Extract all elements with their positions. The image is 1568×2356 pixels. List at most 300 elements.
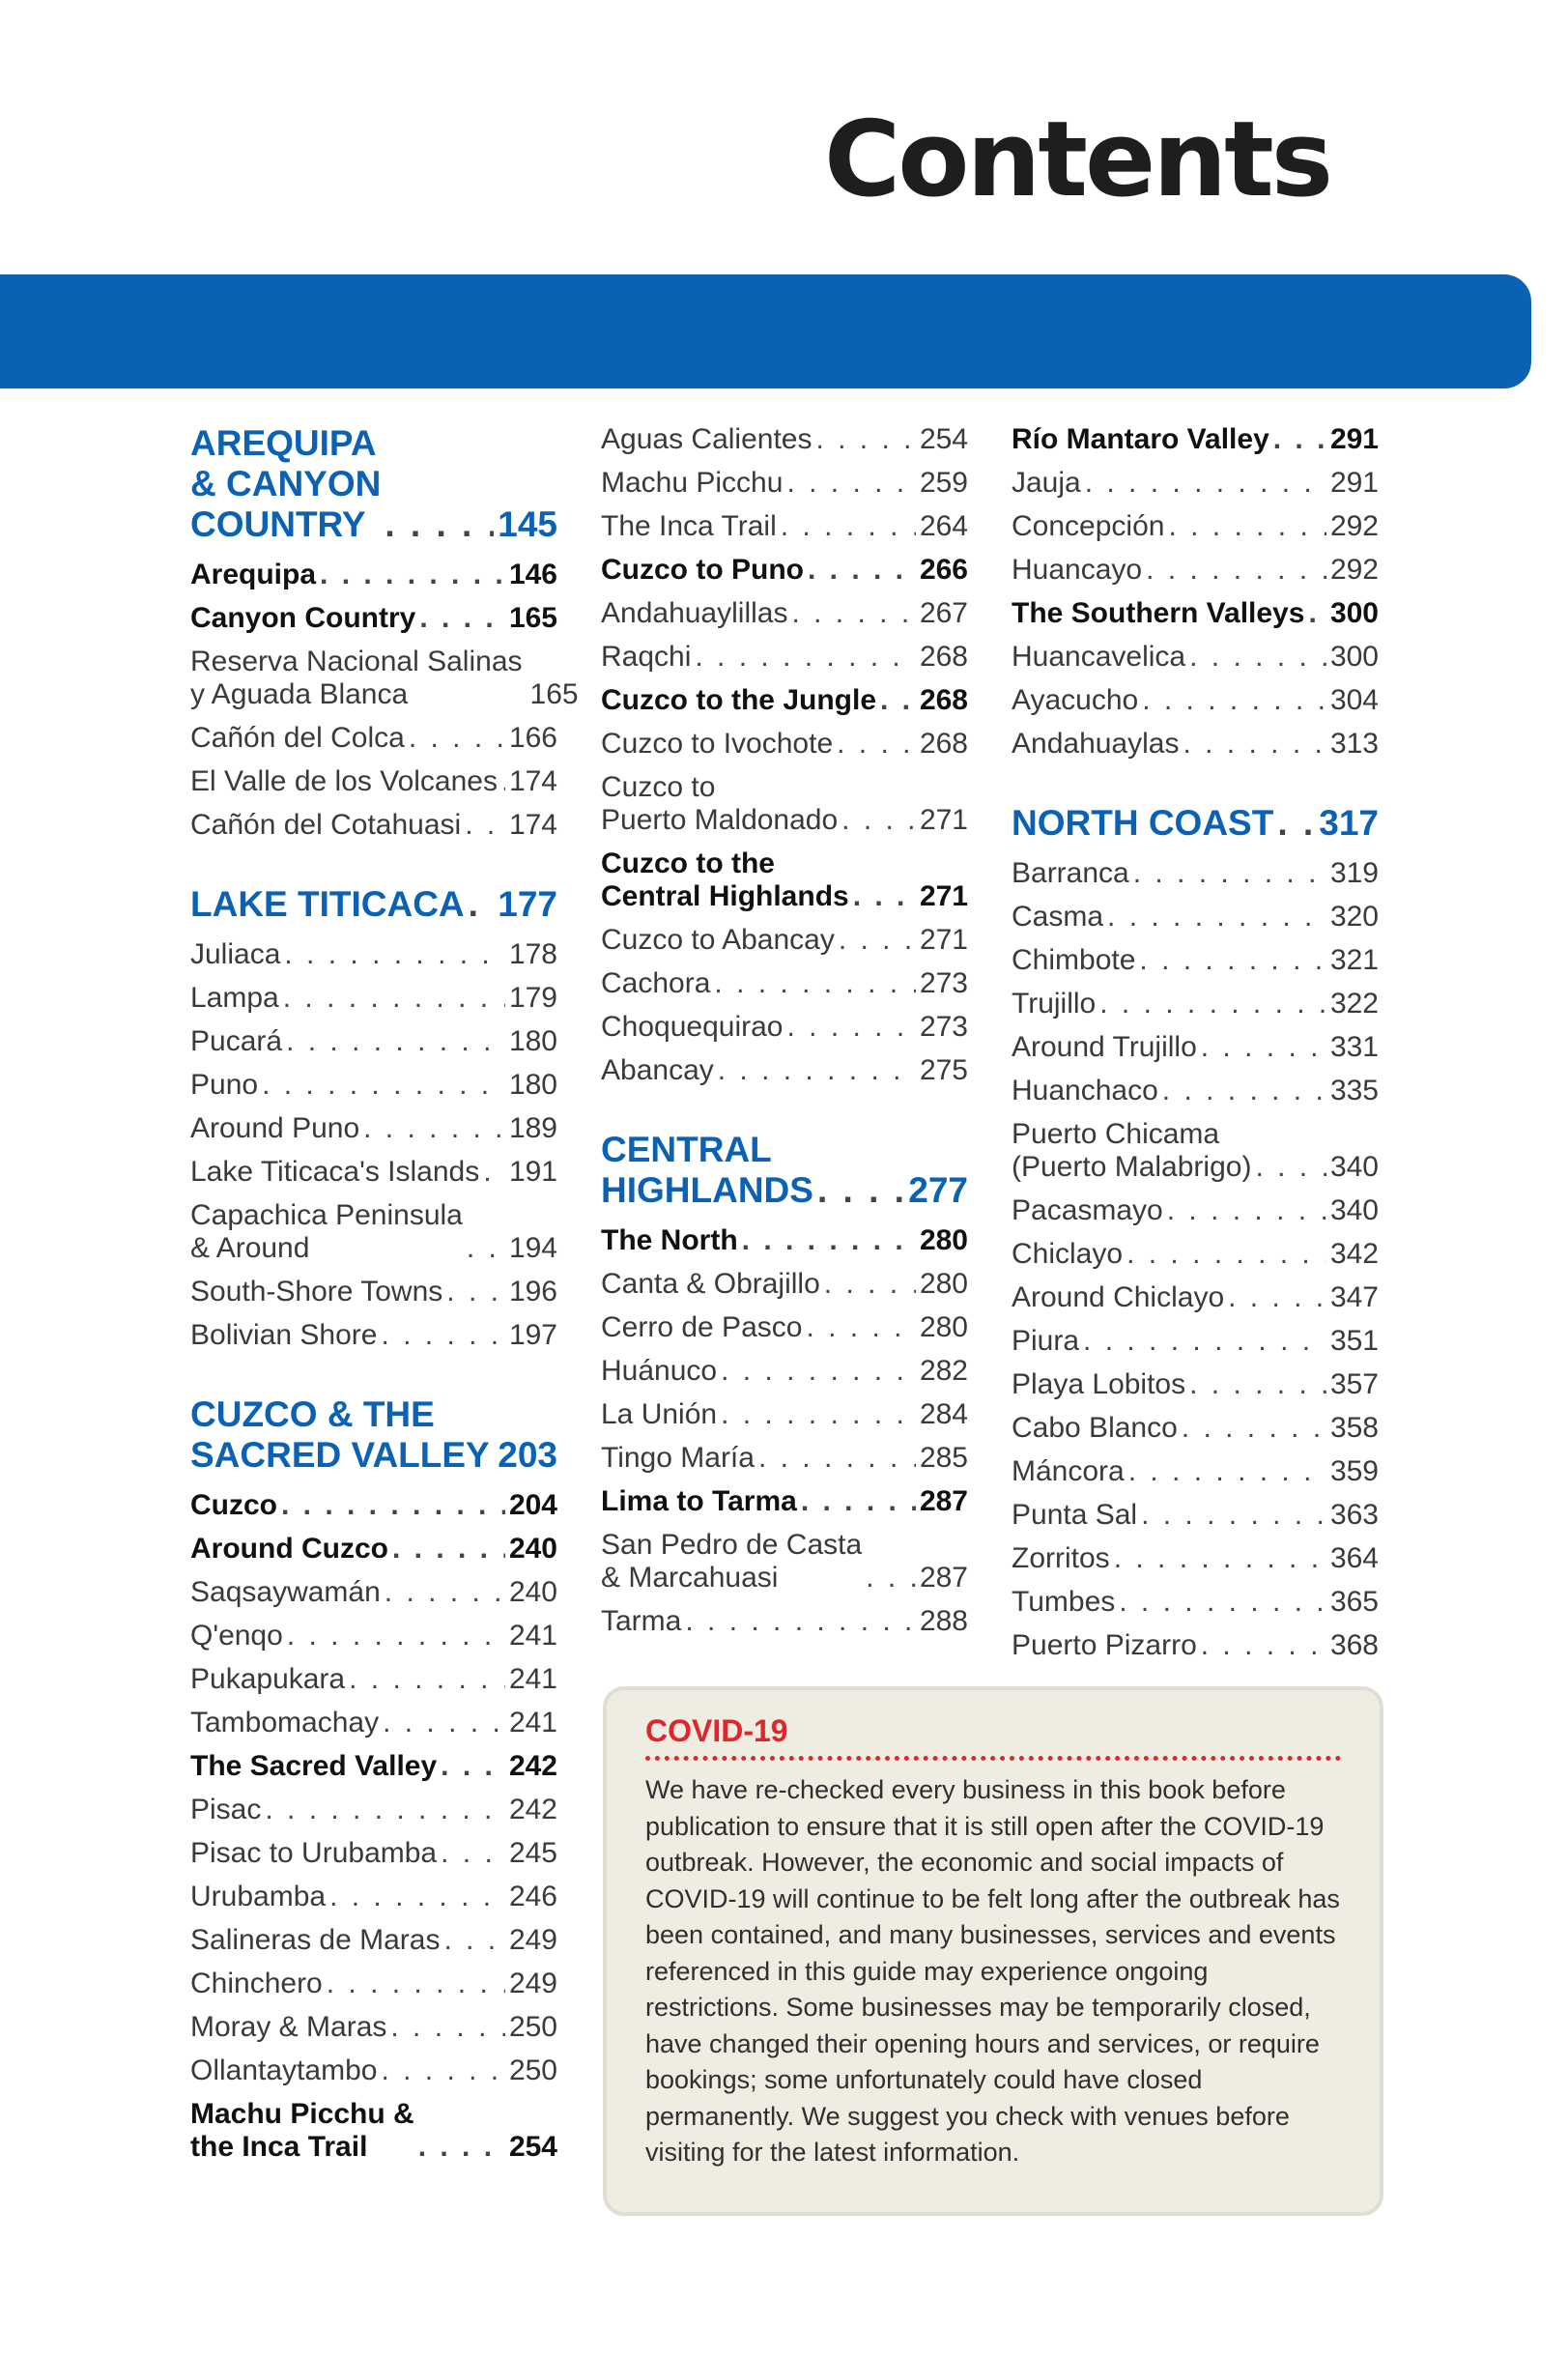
toc-entry <box>190 2098 557 2164</box>
dot-leader <box>1308 597 1326 630</box>
toc-chapter <box>190 423 557 545</box>
toc-entry-title: Reserva Nacional Salinas y Aguada Blanca <box>190 646 523 710</box>
toc-entry <box>601 641 968 674</box>
dot-leader <box>419 602 505 635</box>
dot-leader <box>781 510 916 543</box>
dot-leader <box>718 1054 916 1087</box>
toc-page-number: 273 <box>919 1011 968 1043</box>
toc-column-2 <box>601 423 968 1649</box>
toc-entry-title: AREQUIPA & CANYON COUNTRY <box>190 423 382 544</box>
toc-entry <box>601 1054 968 1087</box>
dot-leader <box>839 924 916 957</box>
toc-page-number: 245 <box>508 1837 557 1869</box>
toc-entry-title: Puerto Pizarro <box>1012 1629 1197 1661</box>
toc-page-number: 280 <box>919 1224 968 1256</box>
covid-notice <box>603 1686 1383 2216</box>
toc-page-number: 189 <box>508 1112 557 1144</box>
dot-leader <box>363 1112 505 1145</box>
dot-leader <box>469 884 495 925</box>
toc-page-number: 365 <box>1329 1586 1379 1618</box>
toc-entry <box>190 1156 557 1189</box>
toc-entry-title: Andahuaylillas <box>601 597 788 629</box>
toc-page-number: 340 <box>1329 1194 1379 1226</box>
toc-entry-title: NORTH COAST <box>1012 803 1274 843</box>
toc-entry <box>190 602 557 635</box>
toc-entry-title: Machu Picchu & the Inca Trail <box>190 2098 414 2163</box>
dot-leader <box>483 1156 505 1189</box>
dot-leader <box>1201 1629 1326 1662</box>
toc-page-number: 317 <box>1319 803 1379 843</box>
toc-page-number: 250 <box>508 2011 557 2043</box>
toc-entry-title: Raqchi <box>601 641 692 673</box>
toc-entry-title: Around Chiclayo <box>1012 1281 1225 1313</box>
toc-page-number: 285 <box>919 1442 968 1474</box>
toc-entry <box>1012 944 1379 977</box>
toc-entry-title: Cuzco to the Jungle <box>601 684 876 716</box>
toc-entry <box>601 510 968 543</box>
toc-page-number: 165 <box>508 602 557 634</box>
dot-leader <box>1277 803 1315 844</box>
toc-page-number: 319 <box>1329 857 1379 889</box>
toc-entry <box>1012 1542 1379 1575</box>
toc-chapter <box>190 884 557 925</box>
toc-page-number: 266 <box>919 554 968 586</box>
toc-entry-title: Tumbes <box>1012 1586 1116 1618</box>
dot-leader <box>1114 1542 1326 1575</box>
toc-entry <box>601 1011 968 1044</box>
toc-page-number: 268 <box>919 641 968 673</box>
dot-leader <box>1273 423 1326 456</box>
toc-page-number: 342 <box>1329 1238 1379 1270</box>
toc-column-3 <box>1012 423 1379 1673</box>
toc-entry-title: Puerto Chicama (Puerto Malabrigo) <box>1012 1118 1252 1183</box>
dot-leader <box>695 641 916 674</box>
toc-entry <box>190 1069 557 1102</box>
dot-leader <box>815 423 915 456</box>
toc-entry <box>1012 1368 1379 1401</box>
toc-entry <box>601 848 968 913</box>
toc-entry-title: Machu Picchu <box>601 467 784 499</box>
toc-entry <box>1012 1238 1379 1271</box>
toc-page-number: 304 <box>1329 684 1379 716</box>
toc-page-number: 351 <box>1329 1325 1379 1357</box>
covid-text: We have re-checked every business in this book before publication to ensure that it is still open after the COVID-19 outbreak. However, the economic and social impacts of COVID-19 will continue to be felt long after the outbreak has been contained, and many businesses, services and events referenced in this guide may experience ongoing restrictions. Some businesses may be temporarily closed, have changed their opening hours and services, or require bookings; some unfortunately could have closed permanently. We suggest you check with venues before visiting for the latest information. <box>645 1775 1340 2167</box>
toc-page-number: 180 <box>508 1025 557 1057</box>
page-title: Contents <box>823 100 1330 220</box>
toc-page-number: 180 <box>508 1069 557 1101</box>
dot-leader <box>1142 684 1326 717</box>
dot-leader <box>262 1069 505 1102</box>
toc-page-number: 246 <box>508 1881 557 1912</box>
toc-page-number: 174 <box>508 809 557 841</box>
toc-entry <box>601 728 968 761</box>
toc-page-number: 335 <box>1329 1075 1379 1106</box>
toc-chapter <box>601 1130 968 1211</box>
toc-page-number: 359 <box>1329 1455 1379 1487</box>
toc-page-number: 340 <box>1329 1151 1379 1183</box>
toc-page-number: 191 <box>508 1156 557 1188</box>
toc-entry-title: Canyon Country <box>190 602 416 634</box>
toc-entry-title: Cuzco to Abancay <box>601 924 835 956</box>
toc-entry-title: Arequipa <box>190 559 317 590</box>
dot-leader <box>385 504 494 545</box>
toc-entry-title: San Pedro de Casta & Marcahuasi <box>601 1529 863 1594</box>
toc-entry-title: La Unión <box>601 1398 718 1430</box>
toc-entry <box>190 2054 557 2087</box>
toc-entry-title: Abancay <box>601 1054 714 1086</box>
toc-entry-title: Lampa <box>190 982 279 1014</box>
toc-entry-title: Playa Lobitos <box>1012 1368 1186 1400</box>
toc-page-number: 197 <box>508 1319 557 1351</box>
toc-entry <box>1012 1281 1379 1314</box>
toc-entry-title: El Valle de los Volcanes <box>190 765 498 797</box>
dot-leader <box>685 1605 916 1638</box>
toc-entry <box>1012 641 1379 674</box>
dot-leader <box>1255 1151 1326 1184</box>
toc-page-number: 331 <box>1329 1031 1379 1063</box>
dot-leader <box>1168 510 1326 543</box>
toc-entry-title: Andahuaylas <box>1012 728 1180 760</box>
dot-leader <box>801 1485 916 1518</box>
toc-entry-title: Chinchero <box>190 1968 323 1999</box>
toc-entry-title: Concepción <box>1012 510 1165 542</box>
dot-leader <box>381 2054 505 2087</box>
dot-leader <box>409 722 505 755</box>
toc-entry-title: Pukapukara <box>190 1663 346 1695</box>
toc-entry <box>601 1485 968 1518</box>
toc-page-number: 313 <box>1329 728 1379 760</box>
toc-entry <box>1012 1075 1379 1107</box>
dot-leader <box>866 1562 916 1595</box>
toc-entry <box>190 1794 557 1826</box>
toc-entry <box>190 2011 557 2044</box>
dot-leader <box>465 809 505 842</box>
toc-page-number: 249 <box>508 1924 557 1956</box>
toc-entry-title: The Southern Valleys <box>1012 597 1305 629</box>
dot-leader <box>742 1224 916 1257</box>
dot-leader <box>721 1398 916 1431</box>
toc-page-number: 241 <box>508 1707 557 1738</box>
toc-entry-title: Cuzco to Ivochote <box>601 728 834 760</box>
toc-entry <box>1012 1455 1379 1488</box>
toc-page-number: 267 <box>919 597 968 629</box>
toc-entry-title: Cuzco to Puerto Maldonado <box>601 771 839 836</box>
toc-entry <box>601 1442 968 1475</box>
toc-page-number: 179 <box>508 982 557 1014</box>
toc-entry-title: CUZCO & THE SACRED VALLEY <box>190 1394 490 1475</box>
toc-page-number: 166 <box>508 722 557 754</box>
dot-leader <box>1162 1075 1326 1107</box>
toc-page-number: 300 <box>1329 641 1379 673</box>
toc-entry-title: Aguas Calientes <box>601 423 813 455</box>
dot-leader <box>392 1533 505 1566</box>
dot-leader <box>1107 901 1326 934</box>
toc-page-number: 291 <box>1329 467 1379 499</box>
toc-page-number: 178 <box>508 938 557 970</box>
dot-leader <box>853 880 916 913</box>
toc-page-number: 194 <box>508 1232 557 1264</box>
toc-page-number: 242 <box>508 1794 557 1825</box>
toc-entry <box>190 1276 557 1308</box>
toc-page-number: 358 <box>1329 1412 1379 1444</box>
toc-entry <box>601 1529 968 1595</box>
toc-page-number: 268 <box>919 728 968 760</box>
dot-leader <box>349 1663 505 1696</box>
toc-entry <box>190 982 557 1015</box>
toc-entry <box>601 1398 968 1431</box>
toc-entry-title: Zorritos <box>1012 1542 1110 1574</box>
dot-leader <box>494 1435 495 1476</box>
toc-page-number: 271 <box>919 880 968 912</box>
toc-entry <box>601 1355 968 1388</box>
toc-page-number: 284 <box>919 1398 968 1430</box>
dot-leader <box>1126 1238 1326 1271</box>
dot-leader <box>441 1837 505 1870</box>
dot-leader <box>1228 1281 1326 1314</box>
dot-leader <box>1085 467 1326 500</box>
dot-leader <box>824 1268 916 1301</box>
header-banner <box>0 274 1531 388</box>
toc-entry-title: Lima to Tarma <box>601 1485 797 1517</box>
toc-entry <box>190 1750 557 1783</box>
dot-leader <box>284 938 505 971</box>
toc-entry-title: Ayacucho <box>1012 684 1139 716</box>
covid-dotted-rule <box>645 1756 1341 1761</box>
toc-entry-title: Casma <box>1012 901 1104 933</box>
toc-page-number: 242 <box>508 1750 557 1782</box>
toc-entry-title: Cañón del Cotahuasi <box>190 809 462 841</box>
toc-page-number: 321 <box>1329 944 1379 976</box>
toc-entry-title: Pucará <box>190 1025 283 1057</box>
toc-page-number: 240 <box>508 1576 557 1608</box>
toc-entry <box>1012 1325 1379 1358</box>
toc-chapter <box>1012 803 1379 844</box>
toc-entry-title: Saqsaywamán <box>190 1576 381 1608</box>
toc-entry <box>1012 423 1379 456</box>
toc-page-number: 146 <box>508 559 557 590</box>
toc-entry <box>1012 684 1379 717</box>
toc-entry <box>190 1663 557 1696</box>
toc-entry-title: Juliaca <box>190 938 281 970</box>
toc-entry-title: Máncora <box>1012 1455 1125 1487</box>
dot-leader <box>1139 944 1326 977</box>
dot-leader <box>287 1620 505 1652</box>
toc-entry <box>190 938 557 971</box>
toc-entry-title: Tarma <box>601 1605 682 1637</box>
toc-page-number: 271 <box>919 924 968 956</box>
toc-entry-title: Cerro de Pasco <box>601 1311 803 1343</box>
toc-page-number: 177 <box>498 884 557 924</box>
toc-entry <box>190 809 557 842</box>
toc-page-number: 322 <box>1329 988 1379 1020</box>
toc-entry <box>190 1881 557 1913</box>
toc-entry <box>601 924 968 957</box>
toc-entry <box>190 1924 557 1957</box>
toc-entry-title: Huancavelica <box>1012 641 1186 673</box>
dot-leader <box>1141 1499 1326 1532</box>
toc-page-number: 364 <box>1329 1542 1379 1574</box>
dot-leader <box>714 967 916 1000</box>
toc-entry <box>190 646 579 711</box>
dot-leader <box>443 1924 504 1957</box>
toc-page-number: 254 <box>919 423 968 455</box>
toc-column-1 <box>190 423 579 2174</box>
toc-entry <box>190 765 557 798</box>
toc-entry-title: Around Puno <box>190 1112 360 1144</box>
toc-entry-title: Piura <box>1012 1325 1080 1357</box>
dot-leader <box>817 1170 904 1211</box>
toc-entry-title: Jauja <box>1012 467 1081 499</box>
toc-page-number: 287 <box>919 1485 968 1517</box>
dot-leader <box>329 1881 505 1913</box>
dot-leader <box>1201 1031 1326 1064</box>
toc-entry <box>601 1605 968 1638</box>
toc-page-number: 368 <box>1329 1629 1379 1661</box>
toc-entry <box>1012 988 1379 1020</box>
dot-leader <box>1099 988 1326 1020</box>
toc-entry-title: Bolivian Shore <box>190 1319 378 1351</box>
toc-entry-title: Pisac <box>190 1794 262 1825</box>
toc-entry-title: Around Trujillo <box>1012 1031 1197 1063</box>
toc-entry <box>601 467 968 500</box>
toc-entry <box>190 1319 557 1352</box>
dot-leader <box>281 1489 505 1522</box>
dot-leader <box>283 982 505 1015</box>
dot-leader <box>1183 728 1326 761</box>
dot-leader <box>446 1276 505 1308</box>
toc-page-number: 196 <box>508 1276 557 1307</box>
toc-entry-title: Around Cuzco <box>190 1533 388 1565</box>
dot-leader <box>385 1576 505 1609</box>
toc-entry <box>190 1837 557 1870</box>
dot-leader <box>441 1750 505 1783</box>
dot-leader <box>1189 1368 1326 1401</box>
dot-leader <box>265 1794 505 1826</box>
dot-leader <box>786 467 916 500</box>
toc-entry-title: Cañón del Colca <box>190 722 405 754</box>
toc-page-number: 275 <box>919 1054 968 1086</box>
toc-page-number: 291 <box>1329 423 1379 455</box>
toc-entry <box>190 722 557 755</box>
dot-leader <box>1146 554 1326 587</box>
toc-entry <box>190 1620 557 1652</box>
toc-entry-title: Cuzco to the Central Highlands <box>601 848 849 912</box>
toc-entry <box>1012 857 1379 890</box>
toc-entry-title: The Inca Trail <box>601 510 777 542</box>
toc-entry <box>601 967 968 1000</box>
toc-page-number: 165 <box>529 678 579 710</box>
toc-page-number: 288 <box>919 1605 968 1637</box>
dot-leader <box>1133 857 1326 890</box>
dot-leader <box>1182 1412 1326 1445</box>
dot-leader <box>467 1232 505 1265</box>
toc-entry <box>601 771 968 837</box>
toc-entry <box>601 1224 968 1257</box>
toc-page-number: 347 <box>1329 1281 1379 1313</box>
toc-entry <box>1012 1194 1379 1227</box>
toc-entry-title: Q'enqo <box>190 1620 283 1652</box>
toc-entry-title: Ollantaytambo <box>190 2054 378 2086</box>
toc-entry-title: The Sacred Valley <box>190 1750 438 1782</box>
toc-page-number: 174 <box>508 765 557 797</box>
toc-entry <box>1012 1412 1379 1445</box>
toc-entry <box>601 423 968 456</box>
toc-page-number: 287 <box>919 1562 968 1594</box>
toc-entry <box>601 684 968 717</box>
toc-entry-title: CENTRAL HIGHLANDS <box>601 1130 813 1210</box>
toc-page-number: 254 <box>508 2131 557 2163</box>
toc-page-number: 300 <box>1329 597 1379 629</box>
toc-entry-title: Salineras de Maras <box>190 1924 441 1956</box>
dot-leader <box>390 2011 505 2044</box>
dot-leader <box>837 728 916 761</box>
toc-page-number: 241 <box>508 1620 557 1652</box>
toc-entry <box>601 1268 968 1301</box>
toc-entry-title: Cuzco to Puno <box>601 554 804 586</box>
toc-entry-title: Río Mantaro Valley <box>1012 423 1269 455</box>
dot-leader <box>1083 1325 1326 1358</box>
toc-page-number: 271 <box>919 804 968 836</box>
toc-entry-title: Moray & Maras <box>190 2011 387 2043</box>
toc-entry-title: Pacasmayo <box>1012 1194 1163 1226</box>
toc-entry <box>1012 1629 1379 1662</box>
dot-leader <box>1167 1194 1326 1227</box>
toc-entry <box>1012 728 1379 761</box>
dot-leader <box>786 1011 915 1044</box>
toc-entry-title: Huancayo <box>1012 554 1143 586</box>
toc-page-number: 249 <box>508 1968 557 1999</box>
toc-page-number: 241 <box>508 1663 557 1695</box>
toc-entry-title: Huánuco <box>601 1355 718 1387</box>
toc-page-number: 204 <box>508 1489 557 1521</box>
toc-page-number: 292 <box>1329 510 1379 542</box>
dot-leader <box>758 1442 916 1475</box>
dot-leader <box>806 1311 916 1344</box>
toc-entry-title: The North <box>601 1224 738 1256</box>
toc-entry-title: Tambomachay <box>190 1707 380 1738</box>
toc-page-number: 277 <box>908 1170 968 1210</box>
toc-entry-title: Huanchaco <box>1012 1075 1158 1106</box>
toc-page-number: 273 <box>919 967 968 999</box>
toc-chapter <box>190 1394 557 1476</box>
toc-page-number: 280 <box>919 1268 968 1300</box>
dot-leader <box>286 1025 505 1058</box>
toc-entry-title: Capachica Peninsula & Around <box>190 1199 463 1264</box>
toc-page-number: 320 <box>1329 901 1379 933</box>
toc-entry-title: Lake Titicaca's Islands <box>190 1156 480 1188</box>
toc-entry <box>190 559 557 591</box>
toc-entry <box>190 1199 557 1265</box>
toc-entry <box>190 1968 557 2000</box>
toc-page-number: 280 <box>919 1311 968 1343</box>
toc-entry-title: LAKE TITICACA <box>190 884 465 924</box>
toc-entry <box>1012 1586 1379 1619</box>
toc-page-number: 357 <box>1329 1368 1379 1400</box>
dot-leader <box>327 1968 505 2000</box>
toc-entry <box>601 597 968 630</box>
dot-leader <box>418 2131 505 2164</box>
toc-entry-title: Chiclayo <box>1012 1238 1124 1270</box>
dot-leader <box>1119 1586 1326 1619</box>
toc-page-number: 203 <box>498 1435 557 1475</box>
toc-page-number: 268 <box>919 684 968 716</box>
toc-entry <box>190 1489 557 1522</box>
toc-entry-title: Trujillo <box>1012 988 1097 1020</box>
dot-leader <box>1189 641 1326 674</box>
toc-entry <box>1012 554 1379 587</box>
toc-entry <box>190 1576 557 1609</box>
toc-entry-title: Barranca <box>1012 857 1129 889</box>
